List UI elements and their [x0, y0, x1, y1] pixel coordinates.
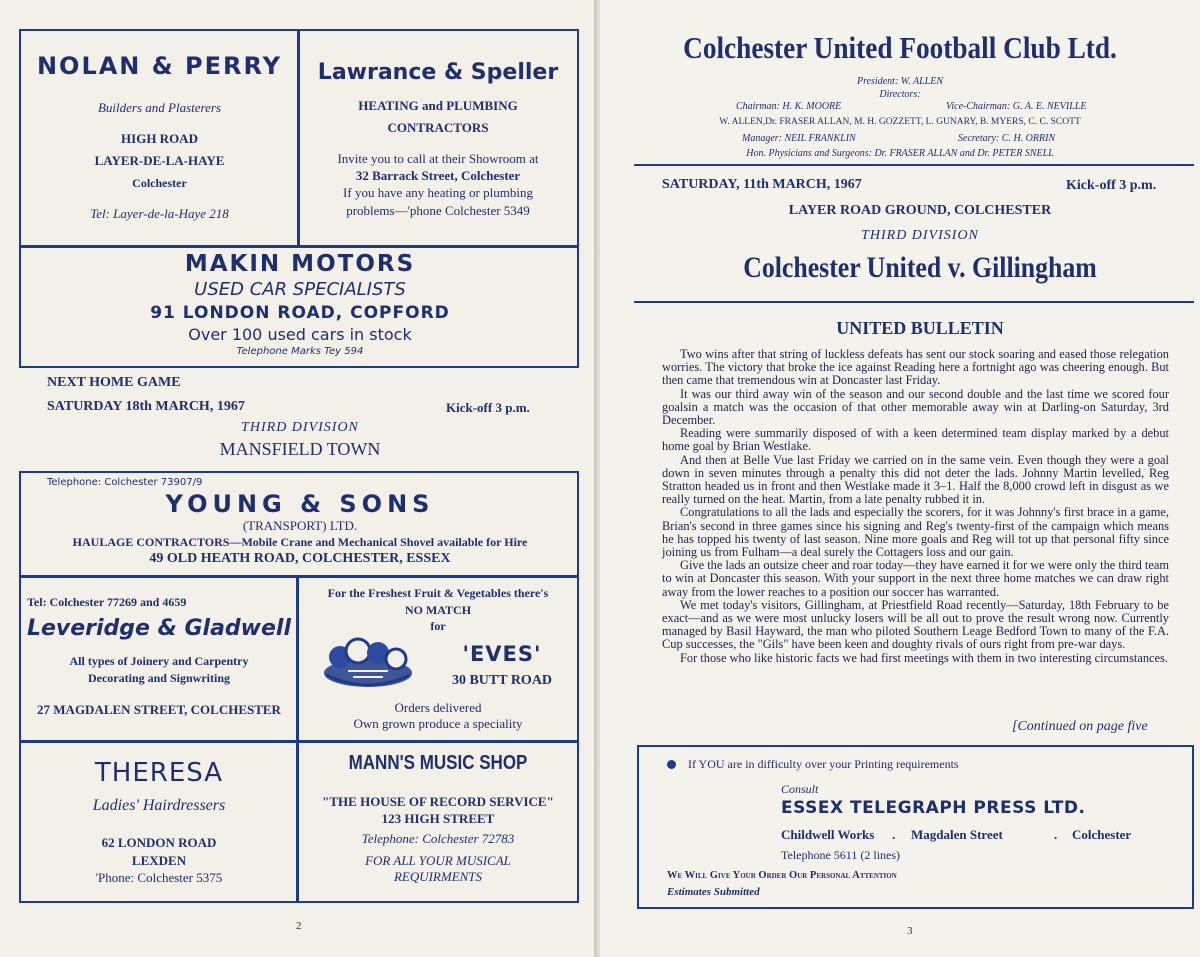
club-physicians: Hon. Physicians and Surgeons: Dr. FRASER ALLAN and Dr. PETER SNELL	[746, 148, 1054, 159]
mann-line2: 123 HIGH STREET	[381, 811, 495, 826]
next-game-date: SATURDAY 18th MARCH, 1967	[47, 399, 245, 414]
bulletin-title: UNITED BULLETIN	[836, 318, 1004, 338]
match-date: SATURDAY, 11th MARCH, 1967	[662, 177, 862, 192]
essex-addr1: Childwell Works	[781, 827, 875, 842]
eves-addr: 30 BUTT ROAD	[451, 673, 553, 688]
match-kickoff: Kick-off 3 p.m.	[1066, 178, 1157, 193]
next-game-opponent: MANSFIELD TOWN	[219, 439, 381, 459]
young-telephone: Telephone: Colchester 73907/9	[47, 477, 203, 488]
bulletin-paragraph: Reading were summarily disposed of with a keen determined team display marked by a debut home goal by Brian Westlake.	[662, 426, 1169, 454]
theresa-phone: 'Phone: Colchester 5375	[95, 870, 223, 885]
eves-line4: Orders delivered	[394, 700, 482, 715]
right-page	[600, 0, 1200, 957]
essex-line2: We Will Give Your Order Our Personal Attention	[667, 870, 897, 881]
bullet-dot-icon	[667, 760, 676, 769]
nolan-tel: Tel: Layer-de-la-Haye 218	[90, 206, 229, 221]
leveridge-tel: Tel: Colchester 77269 and 4659	[27, 595, 187, 609]
lawrance-name: Lawrance & Speller	[317, 60, 559, 85]
mann-name: MANN'S MUSIC SHOP	[348, 752, 528, 774]
club-president: President: W. ALLEN	[856, 76, 944, 87]
essex-addr3: Colchester	[1072, 827, 1132, 842]
nolan-tagline: Builders and Plasterers	[97, 100, 221, 115]
eves-line3: for	[430, 619, 446, 633]
continued-note: [Continued on page five	[1012, 719, 1148, 734]
bulletin-paragraph: Congratulations to all the lads and especially the scorers, for it was Johnny's first brace in a game, Brian's second in three games since his signing and Reg's twenty-first of the campaign which means he has topped his twenty of last season. Nine more goals and Reg will tot up that personal fifty since joining us from Fulham—a deal surely the Cottagers loss and our gain.	[662, 505, 1169, 560]
makin-line4: Telephone Marks Tey 594	[236, 346, 364, 357]
makin-line3: Over 100 used cars in stock	[188, 325, 412, 344]
nolan-addr1: HIGH ROAD	[121, 131, 198, 146]
makin-name: MAKIN MOTORS	[184, 251, 416, 277]
club-directors-list: W. ALLEN,Dr. FRASER ALLAN, M. H. GOZZETT, L. GUNARY, B. MYERS, C. C. SCOTT	[719, 117, 1081, 127]
essex-name: ESSEX TELEGRAPH PRESS LTD.	[781, 798, 1086, 818]
club-vice-chairman: Vice-Chairman: G. A. E. NEVILLE	[946, 101, 1087, 112]
leveridge-line1: All types of Joinery and Carpentry	[69, 654, 249, 668]
lawrance-line3: Invite you to call at their Showroom at	[337, 151, 539, 166]
essex-addr-sep-2: .	[1054, 827, 1058, 842]
bulletin-paragraph: It was our third away win of the season and our second double and the last time we scored four goalsin a match was the occasion of that other memorable away win at Darling-on Saturday, 3rd December.	[662, 386, 1169, 428]
essex-addr2: Magdalen Street	[911, 827, 1003, 842]
bulletin-paragraph: For those who like historic facts we had first meetings with them in two interesting circumstances.	[680, 650, 1168, 665]
eves-line5: Own grown produce a speciality	[353, 716, 523, 731]
mann-line4: FOR ALL YOUR MUSICAL	[365, 853, 511, 868]
theresa-addr1: 62 LONDON ROAD	[101, 835, 217, 850]
club-directors-label: Directors:	[879, 89, 921, 100]
eves-name: 'EVES'	[462, 642, 542, 666]
essex-line3: Estimates Submitted	[667, 886, 760, 898]
fruit-basket-illustration	[318, 633, 418, 691]
leveridge-addr: 27 MAGDALEN STREET, COLCHESTER	[37, 702, 281, 717]
essex-consult: Consult	[781, 782, 819, 796]
bulletin-paragraph: We met today's visitors, Gillingham, at Priestfield Road recently—Saturday, 18th February to be exact—and as we were most unlucky losers will be all out to prove the result wrong now. Currently managed by Basil Hayward, the man who piloted Southern Leage Bedford Town to many of the F.A. Cup successes, the "Gils" have been keen and doughty rivals of ours right from pre-war days.	[662, 597, 1169, 652]
next-game-heading: NEXT HOME GAME	[47, 375, 181, 390]
young-line1: HAULAGE CONTRACTORS—Mobile Crane and Mechanical Shovel available for Hire	[72, 535, 528, 549]
match-title: Colchester United v. Gillingham	[743, 251, 1097, 284]
match-division: THIRD DIVISION	[861, 228, 979, 243]
essex-line1: If YOU are in difficulty over your Printing requirements	[688, 757, 959, 771]
mann-line3: Telephone: Colchester 72783	[361, 831, 515, 846]
theresa-addr2: LEXDEN	[131, 853, 187, 868]
club-secretary: Secretary: C. H. ORRIN	[958, 133, 1056, 144]
leveridge-line2: Decorating and Signwriting	[87, 671, 230, 685]
club-title: Colchester United Football Club Ltd.	[683, 30, 1117, 65]
mann-line1: "THE HOUSE OF RECORD SERVICE"	[322, 794, 554, 809]
theresa-sub: Ladies' Hairdressers	[92, 797, 226, 814]
theresa-name: THERESA	[94, 758, 224, 788]
bulletin-paragraph: Give the lads an outsize cheer and roar today—they have earned it for we were only the third team to win at Doncaster this season. With your support in the next three home matches we can draw right away from the lower reaches to a position our soccer has warranted.	[662, 558, 1169, 599]
bulletin-paragraph: Two wins after that string of luckless defeats has sent our stock soaring and eased those relegation worries. The victory that broke the ice against Reading here a fortnight ago was cheering enough. But then came that tremendous win at Doncaster last Friday.	[662, 347, 1169, 388]
nolan-name: NOLAN & PERRY	[36, 52, 283, 80]
mann-line5: REQUIRMENTS	[393, 869, 483, 884]
young-name: YOUNG & SONS	[165, 490, 435, 518]
bulletin-body	[662, 348, 1169, 665]
eves-line2: NO MATCH	[404, 603, 472, 617]
makin-line1: USED CAR SPECIALISTS	[194, 279, 406, 300]
bulletin-paragraph: And then at Belle Vue last Friday we carried on in the same vein. Even though they were a goal down in seven minutes through a penalty this did not deter the lads. Johnny Martin levelled, Reg Stratton headed us in front and then Westlake made it 3–1. Half the 8,000 crowd left in disgust as we really turned on the heat. Martin, from a late penalty rubbed it in.	[662, 452, 1169, 507]
next-game-kickoff: Kick-off 3 p.m.	[446, 400, 530, 415]
lawrance-line2: CONTRACTORS	[387, 120, 489, 135]
nolan-addr3: Colchester	[132, 176, 187, 190]
page-number-right: 3	[907, 925, 913, 937]
match-ground: LAYER ROAD GROUND, COLCHESTER	[788, 203, 1052, 218]
lawrance-line5: If you have any heating or plumbing	[343, 185, 533, 200]
young-line2: 49 OLD HEATH ROAD, COLCHESTER, ESSEX	[149, 551, 451, 566]
club-manager: Manager: NEIL FRANKLIN	[742, 133, 856, 144]
next-game-division: THIRD DIVISION	[241, 420, 359, 435]
eves-line1: For the Freshest Fruit & Vegetables there's	[327, 586, 549, 600]
lawrance-line4: 32 Barrack Street, Colchester	[355, 168, 521, 183]
page-number-left: 2	[296, 920, 302, 932]
leveridge-name: Leveridge & Gladwell	[26, 616, 292, 641]
makin-line2: 91 LONDON ROAD, COPFORD	[150, 303, 450, 323]
young-sub: (TRANSPORT) LTD.	[242, 518, 358, 533]
club-chairman: Chairman: H. K. MOORE	[736, 101, 842, 112]
nolan-addr2: LAYER-DE-LA-HAYE	[94, 153, 225, 168]
essex-phone: Telephone 5611 (2 lines)	[781, 848, 901, 862]
lawrance-line1: HEATING and PLUMBING	[358, 98, 518, 113]
lawrance-line6: problems—'phone Colchester 5349	[346, 203, 530, 218]
essex-addr-sep-1: .	[892, 827, 896, 842]
